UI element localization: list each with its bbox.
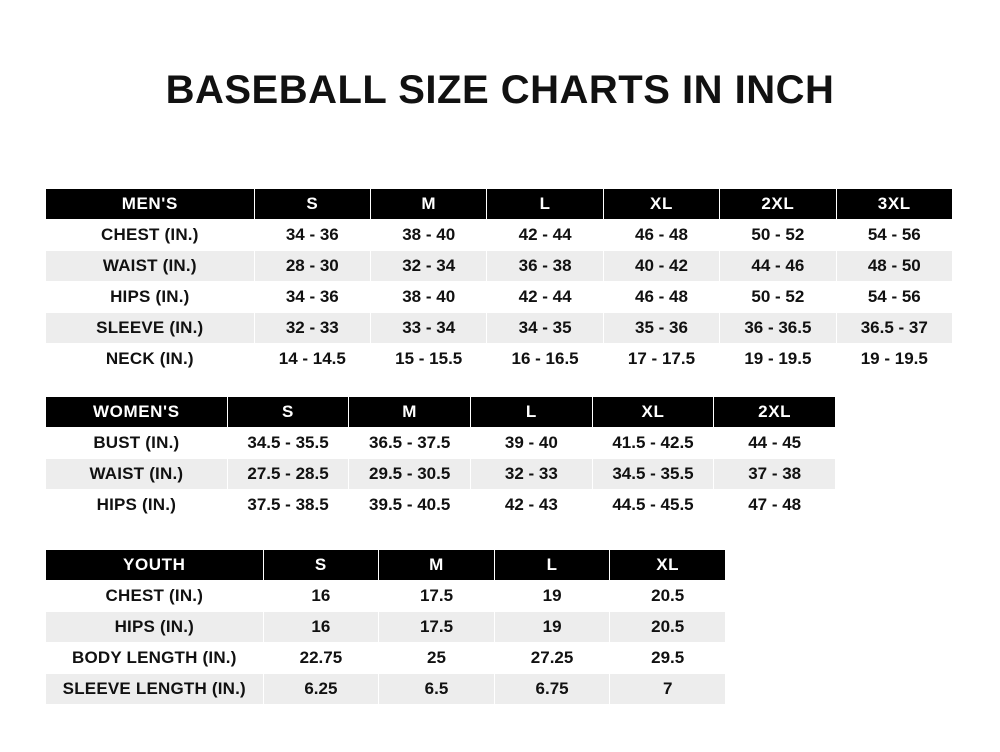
table-row xyxy=(46,643,726,674)
column-header-xl: XL xyxy=(592,397,714,428)
row-label: WAIST (IN.) xyxy=(46,459,228,490)
table-row xyxy=(46,674,726,705)
table-cell: 42 - 43 xyxy=(471,490,593,521)
column-header-m: M xyxy=(349,397,471,428)
table-cell: 36.5 - 37 xyxy=(836,313,952,344)
column-header-m: M xyxy=(379,550,495,581)
youth-size-table xyxy=(45,549,726,705)
table-cell: 29.5 xyxy=(610,643,726,674)
table-cell: 46 - 48 xyxy=(603,282,719,313)
row-label: WAIST (IN.) xyxy=(46,251,255,282)
table-cell: 20.5 xyxy=(610,581,726,612)
table-cell: 16 xyxy=(263,612,379,643)
table-cell: 16 - 16.5 xyxy=(487,344,603,375)
row-label: SLEEVE LENGTH (IN.) xyxy=(46,674,264,705)
table-cell: 19 - 19.5 xyxy=(836,344,952,375)
table-cell: 32 - 33 xyxy=(254,313,370,344)
table-row xyxy=(46,581,726,612)
table-cell: 6.75 xyxy=(494,674,610,705)
table-header-row xyxy=(46,550,726,581)
table-cell: 38 - 40 xyxy=(371,282,487,313)
table-row xyxy=(46,313,953,344)
table-cell: 37 - 38 xyxy=(714,459,836,490)
column-header-category: WOMEN'S xyxy=(46,397,228,428)
table-row xyxy=(46,490,836,521)
table-cell: 39 - 40 xyxy=(471,428,593,459)
column-header-s: S xyxy=(254,189,370,220)
table-cell: 27.25 xyxy=(494,643,610,674)
column-header-m: M xyxy=(371,189,487,220)
table-cell: 50 - 52 xyxy=(720,282,836,313)
table-row xyxy=(46,251,953,282)
table-row xyxy=(46,612,726,643)
table-cell: 50 - 52 xyxy=(720,220,836,251)
column-header-l: L xyxy=(494,550,610,581)
table-cell: 17.5 xyxy=(379,581,495,612)
table-cell: 37.5 - 38.5 xyxy=(227,490,349,521)
row-label: BUST (IN.) xyxy=(46,428,228,459)
row-label: BODY LENGTH (IN.) xyxy=(46,643,264,674)
table-header-row xyxy=(46,189,953,220)
table-cell: 46 - 48 xyxy=(603,220,719,251)
table-cell: 47 - 48 xyxy=(714,490,836,521)
table-cell: 27.5 - 28.5 xyxy=(227,459,349,490)
table-cell: 14 - 14.5 xyxy=(254,344,370,375)
table-cell: 34.5 - 35.5 xyxy=(227,428,349,459)
column-header-2xl: 2XL xyxy=(714,397,836,428)
mens-size-chart xyxy=(44,187,954,376)
youth-table-body xyxy=(46,581,726,705)
table-cell: 42 - 44 xyxy=(487,282,603,313)
row-label: HIPS (IN.) xyxy=(46,490,228,521)
mens-table-header xyxy=(46,189,953,220)
row-label: CHEST (IN.) xyxy=(46,581,264,612)
row-label: CHEST (IN.) xyxy=(46,220,255,251)
table-cell: 36 - 38 xyxy=(487,251,603,282)
table-row xyxy=(46,220,953,251)
column-header-l: L xyxy=(487,189,603,220)
table-cell: 44 - 46 xyxy=(720,251,836,282)
table-cell: 40 - 42 xyxy=(603,251,719,282)
table-cell: 29.5 - 30.5 xyxy=(349,459,471,490)
womens-size-table xyxy=(45,396,836,521)
womens-table-body xyxy=(46,428,836,521)
table-cell: 28 - 30 xyxy=(254,251,370,282)
column-header-s: S xyxy=(263,550,379,581)
table-cell: 16 xyxy=(263,581,379,612)
column-header-xl: XL xyxy=(610,550,726,581)
table-cell: 19 - 19.5 xyxy=(720,344,836,375)
table-cell: 15 - 15.5 xyxy=(371,344,487,375)
table-cell: 44 - 45 xyxy=(714,428,836,459)
table-cell: 35 - 36 xyxy=(603,313,719,344)
table-cell: 41.5 - 42.5 xyxy=(592,428,714,459)
column-header-s: S xyxy=(227,397,349,428)
column-header-l: L xyxy=(471,397,593,428)
mens-table-body xyxy=(46,220,953,375)
table-cell: 42 - 44 xyxy=(487,220,603,251)
row-label: HIPS (IN.) xyxy=(46,612,264,643)
column-header-3xl: 3XL xyxy=(836,189,952,220)
table-cell: 20.5 xyxy=(610,612,726,643)
womens-table-header xyxy=(46,397,836,428)
table-cell: 54 - 56 xyxy=(836,220,952,251)
table-cell: 54 - 56 xyxy=(836,282,952,313)
table-cell: 32 - 34 xyxy=(371,251,487,282)
table-cell: 6.5 xyxy=(379,674,495,705)
column-header-2xl: 2XL xyxy=(720,189,836,220)
table-cell: 32 - 33 xyxy=(471,459,593,490)
table-cell: 6.25 xyxy=(263,674,379,705)
youth-table-header xyxy=(46,550,726,581)
table-cell: 36.5 - 37.5 xyxy=(349,428,471,459)
table-cell: 33 - 34 xyxy=(371,313,487,344)
table-cell: 48 - 50 xyxy=(836,251,952,282)
table-row xyxy=(46,344,953,375)
row-label: SLEEVE (IN.) xyxy=(46,313,255,344)
table-cell: 34 - 36 xyxy=(254,220,370,251)
table-cell: 44.5 - 45.5 xyxy=(592,490,714,521)
column-header-category: YOUTH xyxy=(46,550,264,581)
table-cell: 34.5 - 35.5 xyxy=(592,459,714,490)
row-label: HIPS (IN.) xyxy=(46,282,255,313)
table-row xyxy=(46,282,953,313)
row-label: NECK (IN.) xyxy=(46,344,255,375)
table-row xyxy=(46,459,836,490)
table-cell: 34 - 35 xyxy=(487,313,603,344)
table-cell: 39.5 - 40.5 xyxy=(349,490,471,521)
column-header-category: MEN'S xyxy=(46,189,255,220)
table-cell: 19 xyxy=(494,612,610,643)
table-cell: 34 - 36 xyxy=(254,282,370,313)
table-cell: 17.5 xyxy=(379,612,495,643)
table-cell: 25 xyxy=(379,643,495,674)
column-header-xl: XL xyxy=(603,189,719,220)
womens-size-chart xyxy=(44,395,837,522)
table-header-row xyxy=(46,397,836,428)
table-cell: 38 - 40 xyxy=(371,220,487,251)
table-cell: 19 xyxy=(494,581,610,612)
table-row xyxy=(46,428,836,459)
table-cell: 7 xyxy=(610,674,726,705)
table-cell: 22.75 xyxy=(263,643,379,674)
page-title: BASEBALL SIZE CHARTS IN INCH xyxy=(165,68,835,112)
mens-size-table xyxy=(45,188,953,375)
youth-size-chart xyxy=(44,548,727,706)
table-cell: 36 - 36.5 xyxy=(720,313,836,344)
table-cell: 17 - 17.5 xyxy=(603,344,719,375)
